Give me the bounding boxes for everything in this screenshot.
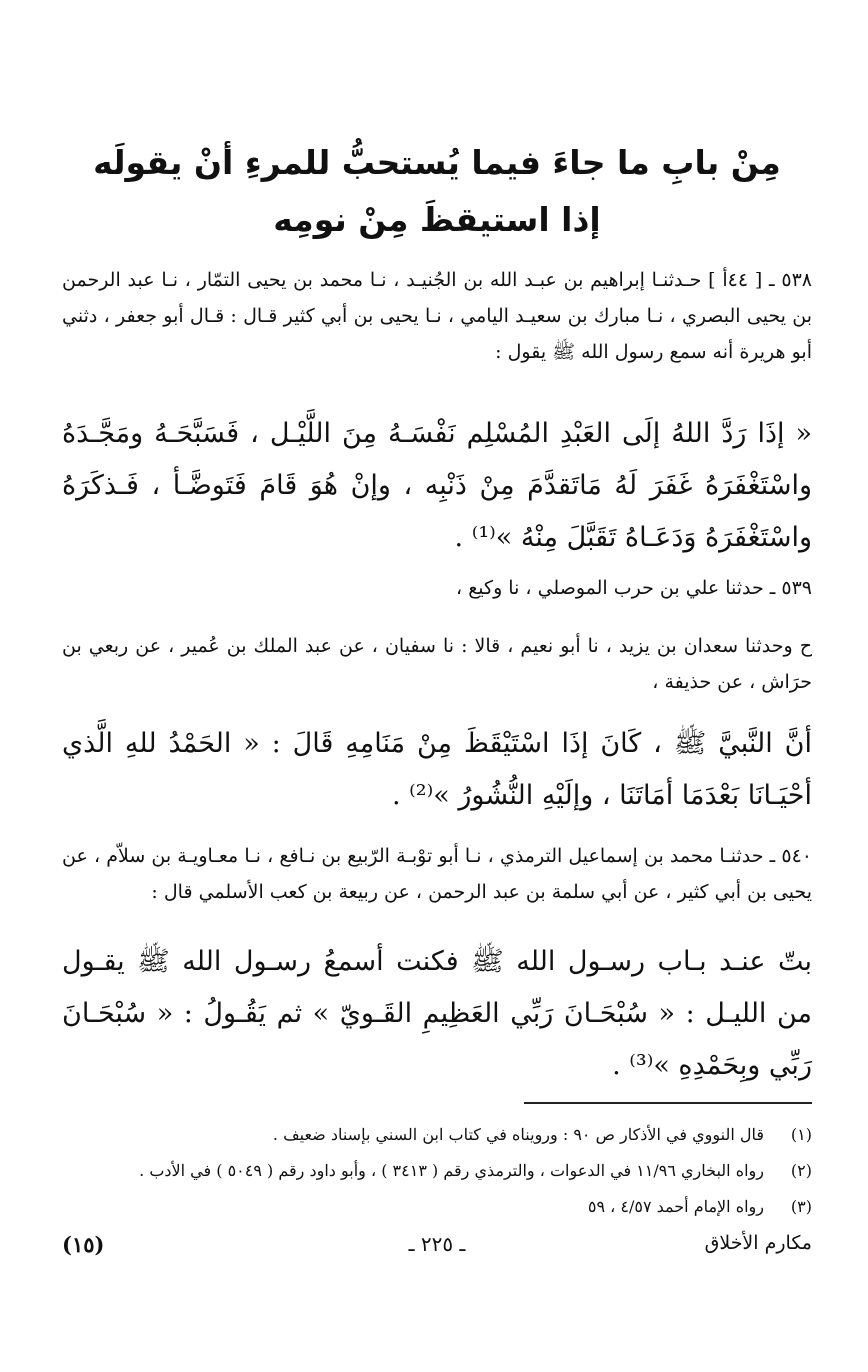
footnote-3 [62,1194,812,1220]
hadith-text-538: « إذَا رَدَّ اللهُ إلَى العَبْدِ المُسْلِم نَفْسَـهُ مِنَ اللَّيْـل ، فَسَبَّحَـهُ ومَجَّـدَهُ واسْتَغْفَرَهُ غَفَرَ لَهُ مَاتَقدَّمَ مِنْ ذَنْبِه ، وإنْ هُوَ قَامَ فَتَوضَّـأ ، فَـذكَرَهُ واسْتَغْفَرَهُ وَدَعَـاهُ تَقَبَّلَ مِنْهُ »⁽¹⁾ . [62,418,812,553]
footnote-text: رواه البخاري ١١/٩٦ في الدعوات ، والترمذي رقم ( ٣٤١٣ ) ، وأبو داود رقم ( ٥٠٤٩ ) في الأدب . [139,1161,764,1180]
isnad-539-part-2: ح وحدثنا سعدان بن يزيد ، نا أبو نعيم ، قالا : نا سفيان ، عن عبد الملك بن عُمير ، عن ربعي بن حرَاش ، عن حذيفة ، [62,635,812,693]
footnote-text: رواه الإمام أحمد ٤/٥٧ ، ٥٩ [587,1197,764,1216]
chapter-title-line-1: مِنْ بابِ ما جاءَ فيما يُستحبُّ للمرءِ أنْ يقولَه [93,143,781,182]
page-number: ـ ٢٢٥ ـ [408,1232,466,1256]
chapter-title-line-2: إذا استيقظَ مِنْ نومِه [273,200,601,239]
footnote-2 [62,1158,812,1184]
signature-mark: (١٥) [62,1232,105,1257]
isnad-539-part-1: ٥٣٩ ـ حدثنا علي بن حرب الموصلي ، نا وكيع ، [456,577,812,599]
book-page [62,0,812,1372]
isnad-538: ٥٣٨ ـ [ ٤٤أ ] حـدثنـا إبراهيم بن عبـد الله بن الجُنيـد ، نـا محمد بن يحيى التمّار ، نـا عبد الرحمن بن يحيى البصري ، نـا مبارك بن سعيـد اليامي ، نـا يحيى بن أبي كثير قـال : قـال أبو جعفر ، دثني أبو هريرة أنه سمع رسول الله ﷺ يقول : [62,269,812,363]
footnote-number: (١) [790,1125,812,1144]
page-footer [62,1232,812,1268]
footnote-divider [524,1102,812,1104]
isnad-540: ٥٤٠ ـ حدثنـا محمد بن إسماعيل الترمذي ، نـا أبو توْبـة الرّبيع بن نـافع ، نـا معـاويـة بن سلاّم ، عن يحيى بن أبي كثير ، عن أبي سلمة بن عبد الرحمن ، عن ربيعة بن كعب الأسلمي قال : [62,845,812,903]
hadith-text-540: بتّ عنـد بـاب رسـول الله ﷺ فكنت أسمعُ رسـول الله ﷺ يقـول من الليـل : « سُبْحَـانَ رَبِّي العَظِيمِ القَـويّ » ثم يَقُـولُ : « سُبْحَـانَ رَبِّي وبِحَمْدِهِ »⁽³⁾ . [62,946,812,1081]
footnote-number: (٣) [790,1197,812,1216]
hadith-text-539: أنَّ النَّبيَّ ﷺ ، كَانَ إذَا اسْتَيْقَظَ مِنْ مَنَامِهِ قَالَ : « الحَمْدُ للهِ الَّذي أحْيَـانَا بَعْدَمَا أمَاتَنَا ، وإلَيْهِ النُّشُورُ »⁽²⁾ . [62,728,812,811]
footnote-text: قال النووي في الأذكار ص ٩٠ : ورويناه في كتاب ابن السني بإسناد ضعيف . [272,1125,764,1144]
footnote-number: (٢) [790,1161,812,1180]
book-title: مكارم الأخلاق [704,1232,812,1254]
footnote-1 [62,1122,812,1148]
